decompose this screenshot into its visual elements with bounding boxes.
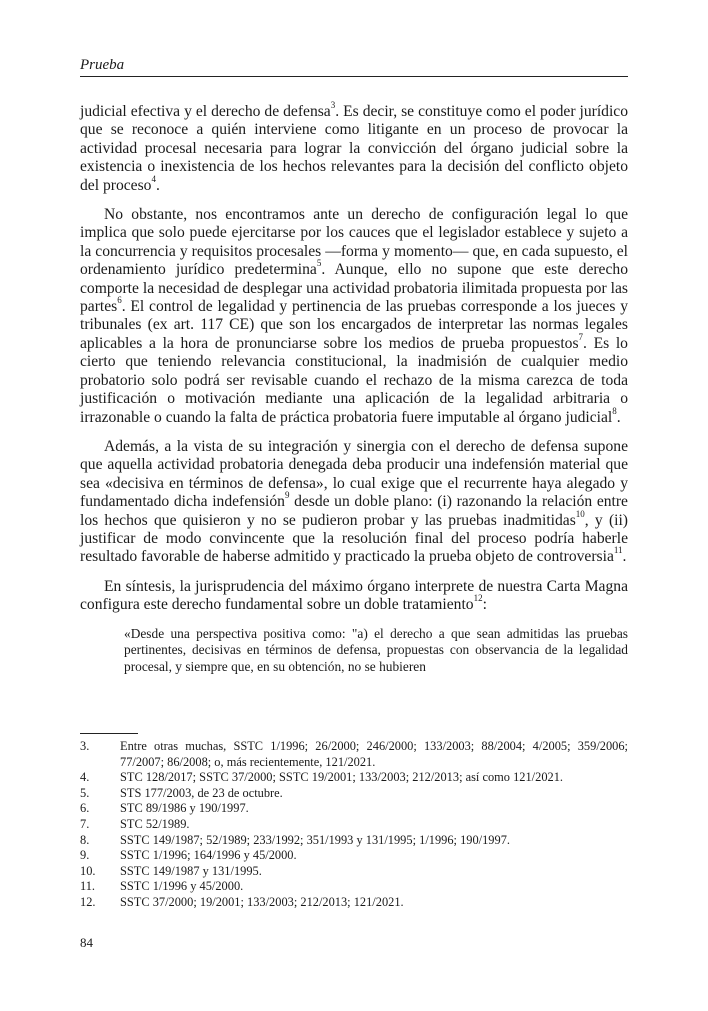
- footnote: [80, 879, 628, 895]
- main-text: [80, 100, 629, 675]
- footnote: [80, 895, 628, 911]
- footnote: [80, 786, 628, 802]
- footnote-text: STC 89/1986 y 190/1997.: [120, 801, 249, 816]
- footnote-text: Entre otras muchas, SSTC 1/1996; 26/2000; 246/2000; 133/2003; 88/2004; 4/2005; 359/2006; 77/2007; 86/2008; o, más recientemente, 121/2021.: [120, 739, 628, 769]
- footnote: [80, 817, 628, 833]
- footnote: [80, 801, 628, 817]
- footnote: [80, 770, 628, 786]
- footnote-ref[interactable]: 7: [578, 331, 584, 342]
- footnote-text: SSTC 37/2000; 19/2001; 133/2003; 212/2013; 121/2021.: [120, 894, 404, 909]
- footnote-text: SSTC 149/1987; 52/1989; 233/1992; 351/1993 y 131/1995; 1/1996; 190/1997.: [120, 832, 510, 847]
- block-quote: «Desde una perspectiva positiva como: "a) el derecho a que sean admitidas las pruebas pertinentes, decisivas en términos de defensa, propuestas con observancia de la legalidad procesal, y siempre que, en su obtención, no se hubieren: [124, 625, 628, 674]
- footnote-ref[interactable]: 10: [575, 508, 585, 519]
- paragraph-3: Además, a la vista de su integración y sinergia con el derecho de defensa supone que aquella actividad probatoria denegada deba producir una indefensión material que sea «decisiva en términos de defensa», lo cual exige que el recurrente haya alegado y fundamentado dicha indefensión$^9$ desde un doble plano: (i) razonando la relación entre los hechos que quisieron y no se pudieron probar y las pruebas inadmitidas$^{10}$, y (ii) justificar de modo convincente que la resolución final del proceso podría haberle resultado favorable de haberse admitido y practicado la prueba objeto de controversia$^{11}$.: [80, 437, 629, 566]
- footnote: [80, 848, 628, 864]
- footnote-number: 11.: [80, 879, 96, 894]
- footnote-ref[interactable]: 12: [473, 593, 483, 604]
- footnote-ref[interactable]: 11: [613, 545, 623, 556]
- footnote-number: 6.: [80, 801, 90, 816]
- footnote: [80, 864, 628, 880]
- paragraph-4: En síntesis, la jurisprudencia del máximo órgano interprete de nuestra Carta Magna configura este derecho fundamental sobre un doble tratamiento$^{12}$:: [80, 577, 628, 614]
- footnote: [80, 739, 628, 770]
- footnote-ref[interactable]: 9: [284, 490, 290, 501]
- footnote-ref[interactable]: 8: [612, 405, 617, 416]
- running-header: Prueba: [80, 56, 628, 77]
- footnote-text: STS 177/2003, de 23 de octubre.: [120, 785, 283, 800]
- footnote-text: SSTC 1/1996 y 45/2000.: [120, 879, 244, 894]
- footnotes: [80, 739, 628, 911]
- footnote-text: SSTC 1/1996; 164/1996 y 45/2000.: [120, 848, 297, 863]
- footnote-number: 9.: [80, 848, 90, 863]
- footnote-text: STC 128/2017; SSTC 37/2000; SSTC 19/2001; 133/2003; 212/2013; así como 121/2021.: [120, 770, 564, 785]
- footnote-number: 12.: [80, 894, 96, 909]
- footnote-number: 7.: [80, 816, 90, 831]
- paragraph-2: No obstante, nos encontramos ante un derecho de configuración legal lo que implica que solo puede ejercitarse por los cauces que el legislador establece y sujeto a la concurrencia y requisitos procesales —forma y momento— que, en cada supuesto, el ordenamiento jurídico predetermina$^5$. Aunque, ello no supone que este derecho comporte la necesidad de desplegar una actividad probatoria ilimitada propuesta por las partes$^6$. El control de legalidad y pertinencia de las pruebas corresponde a los jueces y tribunales (ex art. 117 CE) que son los encargados de interpretar las normas legales aplicables a la hora de pronunciarse sobre los medios de prueba propuestos$^7$. Es lo cierto que teniendo relevancia constitucional, la inadmisión de cualquier medio probatorio solo podrá ser revisable cuando el rechazo de la misma carezca de toda justificación o motivación mediante una aplicación de la legalidad arbitraria o irrazonable o cuando la falta de práctica probatoria fuere imputable al órgano judicial$^8$.: [80, 206, 628, 426]
- footnote-ref[interactable]: 4: [151, 173, 156, 184]
- footnote-ref[interactable]: 5: [316, 258, 322, 269]
- footnote-ref[interactable]: 3: [330, 100, 336, 110]
- footnote-number: 5.: [80, 785, 90, 800]
- footnote: [80, 833, 628, 849]
- footnote-number: 3.: [80, 739, 90, 753]
- footnote-number: 10.: [80, 863, 96, 878]
- footnote-text: SSTC 149/1987 y 131/1995.: [120, 863, 262, 878]
- footnote-ref[interactable]: 6: [117, 295, 122, 306]
- footnote-separator: [80, 733, 138, 734]
- footnote-number: 8.: [80, 832, 90, 847]
- paragraph-1: judicial efectiva y el derecho de defensa$^3$. Es decir, se constituye como el poder jurídico que se reconoce a quién interviene como litigante en un proceso de provocar la actividad procesal necesaria para lograr la convicción del órgano judicial sobre la existencia o inexistencia de los hechos relevantes para la decisión del conflicto objeto del proceso$^4$.: [80, 100, 629, 194]
- footnote-text: STC 52/1989.: [120, 816, 190, 831]
- footnote-number: 4.: [80, 770, 90, 785]
- page-number: 84: [80, 935, 93, 950]
